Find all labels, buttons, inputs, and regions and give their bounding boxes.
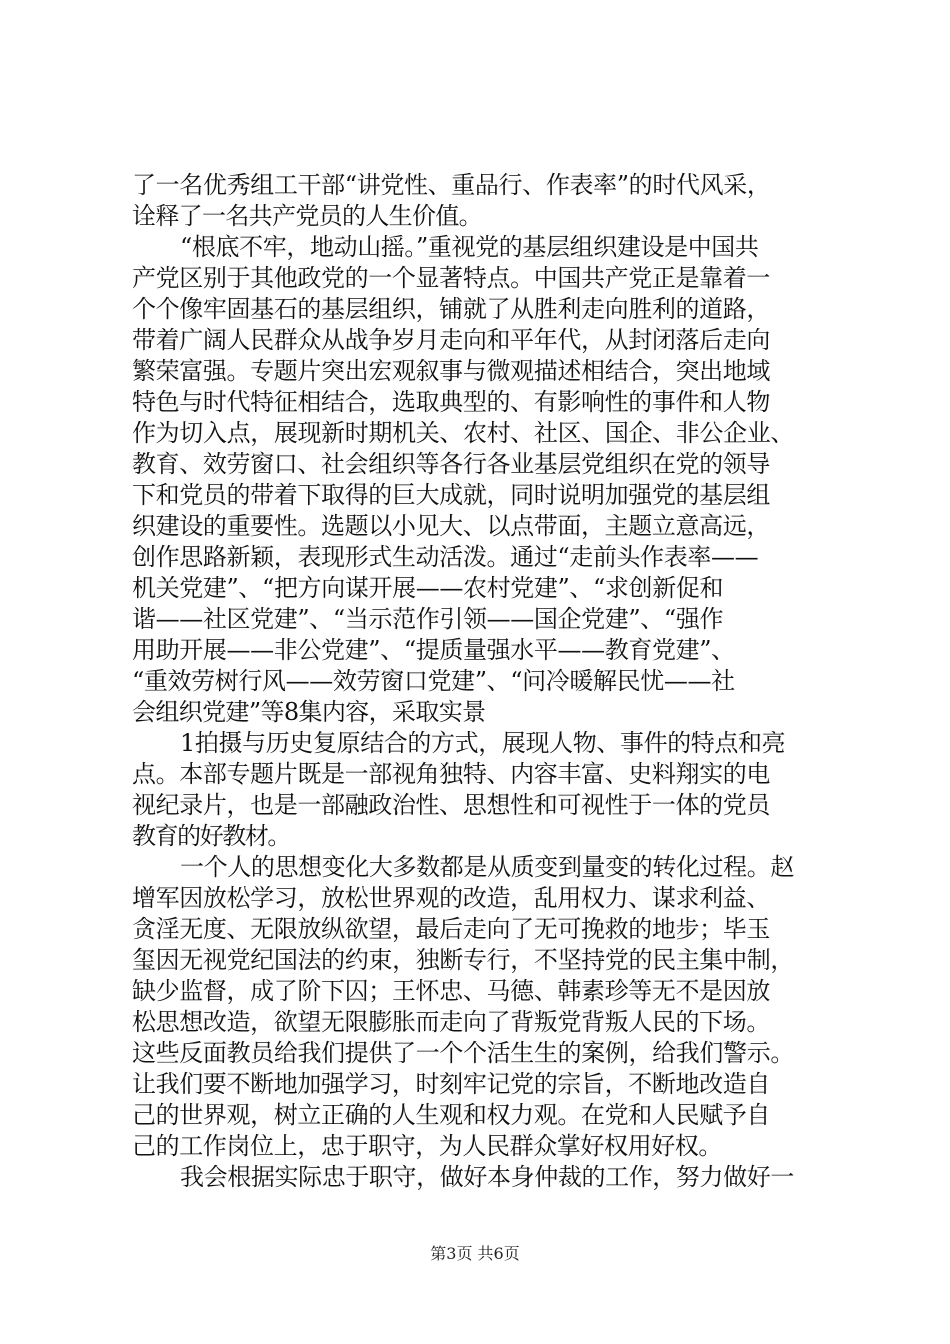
text-line: 己的世界观，树立正确的人生观和权力观。在党和人民赋予自: [132, 1101, 770, 1129]
text-line: 创作思路新颖，表现形式生动活泼。通过“走前头作表率——: [132, 543, 759, 571]
text-line: 教育、效劳窗口、社会组织等各行各业基层党组织在党的领导: [132, 450, 770, 478]
text-line: 谐——社区党建”、“当示范作引领——国企党建”、“强作: [132, 605, 724, 633]
text-line: 一个人的思想变化大多数都是从质变到量变的转化过程。赵: [180, 853, 794, 881]
text-line: 了一名优秀组工干部“讲党性、重品行、作表率”的时代风采，: [132, 171, 771, 199]
body-text: [132, 170, 832, 1193]
text-line: 1拍摄与历史复原结合的方式，展现人物、事件的特点和亮: [180, 729, 786, 757]
text-line: 用助开展——非公党建”、“提质量强水平——教育党建”、: [132, 636, 735, 664]
text-line: 诠释了一名共产党员的人生价值。: [132, 202, 482, 230]
text-line: 产党区别于其他政党的一个显著特点。中国共产党正是靠着一: [132, 264, 770, 292]
text-line: 增军因放松学习，放松世界观的改造，乱用权力、谋求利益、: [132, 884, 770, 912]
text-line: 作为切入点，展现新时期机关、农村、社区、国企、非公企业、: [132, 419, 794, 447]
page-footer: 第3页 共6页: [430, 1244, 520, 1263]
text-line: “根底不牢，地动山摇。”重视党的基层组织建设是中国共: [180, 233, 759, 261]
text-line: 下和党员的带着下取得的巨大成就，同时说明加强党的基层组: [132, 481, 770, 509]
text-line: 玺因无视党纪国法的约束，独断专行，不坚持党的民主集中制，: [132, 946, 794, 974]
text-line: 这些反面教员给我们提供了一个个活生生的案例，给我们警示。: [132, 1039, 794, 1067]
text-line: 机关党建”、“把方向谋开展——农村党建”、“求创新促和: [132, 574, 724, 602]
text-line: 带着广阔人民群众从战争岁月走向和平年代，从封闭落后走向: [132, 326, 770, 354]
text-line: 织建设的重要性。选题以小见大、以点带面，主题立意高远，: [132, 512, 770, 540]
text-line: 我会根据实际忠于职守，做好本身仲裁的工作，努力做好一: [180, 1163, 794, 1191]
text-line: 繁荣富强。专题片突出宏观叙事与微观描述相结合，突出地域: [132, 357, 770, 385]
text-line: 教育的好教材。: [132, 822, 290, 850]
text-line: 特色与时代特征相结合，选取典型的、有影响性的事件和人物: [132, 388, 770, 416]
text-line: 个个像牢固基石的基层组织，铺就了从胜利走向胜利的道路，: [132, 295, 770, 323]
text-line: 让我们要不断地加强学习，时刻牢记党的宗旨，不断地改造自: [132, 1070, 770, 1098]
text-line: “重效劳树行风——效劳窗口党建”、“问冷暖解民忧——社: [132, 667, 735, 695]
text-line: 己的工作岗位上，忠于职守，为人民群众掌好权用好权。: [132, 1132, 722, 1160]
text-line: 缺少监督，成了阶下囚；王怀忠、马德、韩素珍等无不是因放: [132, 977, 770, 1005]
text-line: 视纪录片，也是一部融政治性、思想性和可视性于一体的党员: [132, 791, 770, 819]
text-line: 会组织党建”等8集内容，采取实景: [132, 698, 486, 726]
text-line: 贪淫无度、无限放纵欲望，最后走向了无可挽救的地步；毕玉: [132, 915, 770, 943]
text-line: 松思想改造，欲望无限膨胀而走向了背叛党背叛人民的下场。: [132, 1008, 770, 1036]
text-line: 点。本部专题片既是一部视角独特、内容丰富、史料翔实的电: [132, 760, 770, 788]
